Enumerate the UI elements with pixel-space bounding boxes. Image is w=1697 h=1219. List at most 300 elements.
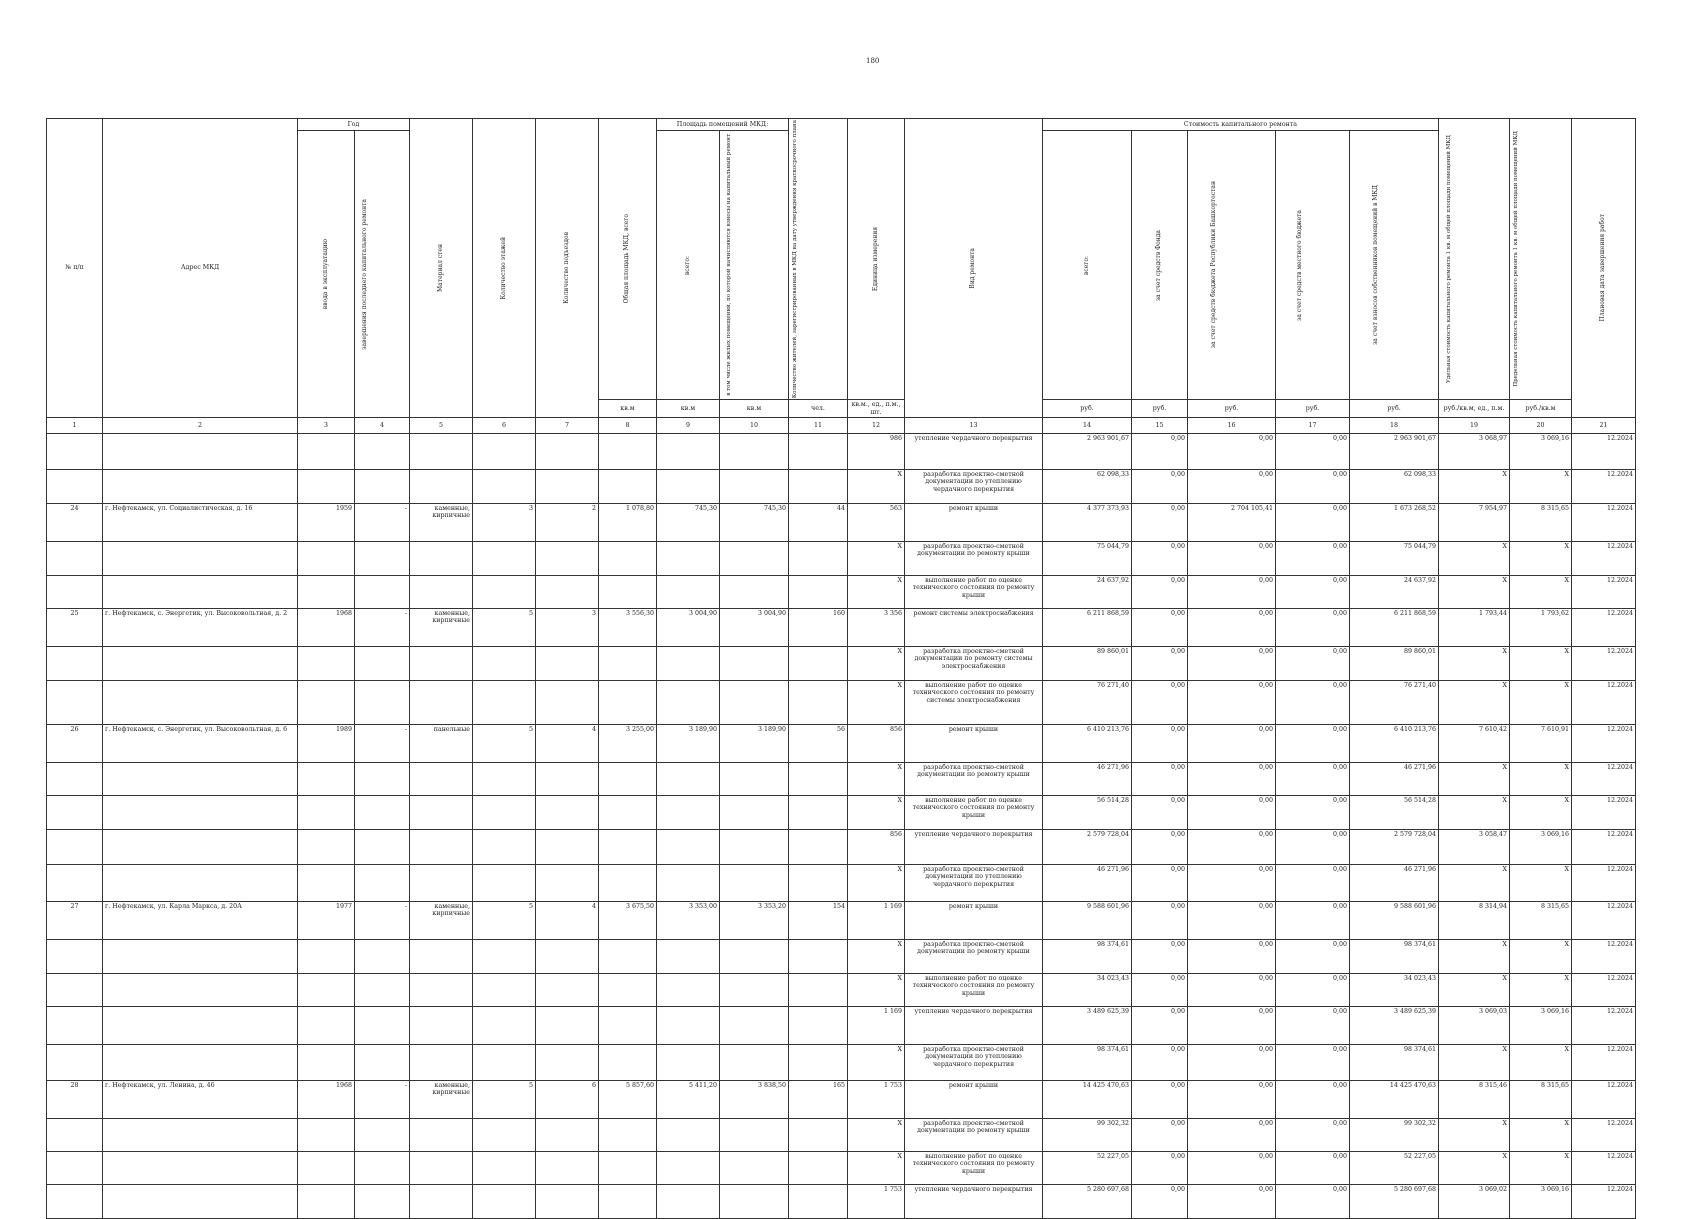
row-number: 24 [47, 504, 103, 542]
plan-date: 12.2024 [1572, 796, 1636, 830]
cost-republic: 0,00 [1188, 609, 1276, 647]
max-cost: 7 610,91 [1510, 725, 1572, 763]
address [103, 576, 298, 609]
header-unit-cost: Удельная стоимость капитального ремонта 1 кв. м общей площади помещений МКД [1446, 135, 1452, 384]
total-area [599, 940, 657, 974]
unit-cost: 3 058,47 [1439, 830, 1510, 865]
column-number: 1 [47, 418, 103, 434]
row-number [47, 1045, 103, 1081]
max-cost: X [1510, 1119, 1572, 1152]
max-cost: X [1510, 576, 1572, 609]
entrances: 4 [536, 725, 599, 763]
cost-republic: 0,00 [1188, 1045, 1276, 1081]
cost-owners: 9 588 601,96 [1350, 902, 1439, 940]
cost-republic: 0,00 [1188, 434, 1276, 470]
column-number: 3 [298, 418, 355, 434]
page-number: 180 [866, 57, 880, 65]
entrances [536, 681, 599, 725]
cost-owners: 62 098,33 [1350, 470, 1439, 504]
column-number: 18 [1350, 418, 1439, 434]
premises-paid: 3 353,20 [720, 902, 789, 940]
address [103, 470, 298, 504]
premises-paid: 3 838,50 [720, 1081, 789, 1119]
column-number: 8 [599, 418, 657, 434]
entrances [536, 542, 599, 576]
table-row [47, 609, 1636, 647]
total-area [599, 1045, 657, 1081]
floors [473, 1119, 536, 1152]
row-number [47, 1007, 103, 1045]
residents [789, 796, 848, 830]
column-number: 19 [1439, 418, 1510, 434]
floors: 5 [473, 1081, 536, 1119]
unit-cost: X [1439, 576, 1510, 609]
table-row [47, 1119, 1636, 1152]
floors [473, 1185, 536, 1219]
cost-fund: 0,00 [1132, 1081, 1188, 1119]
plan-date: 12.2024 [1572, 763, 1636, 796]
column-number: 2 [103, 418, 298, 434]
column-number: 7 [536, 418, 599, 434]
cost-local: 0,00 [1276, 1007, 1350, 1045]
table-row [47, 681, 1636, 725]
unit-cell: кв.м [657, 400, 720, 418]
cost-fund: 0,00 [1132, 1152, 1188, 1185]
cost-local: 0,00 [1276, 434, 1350, 470]
max-cost: 8 315,65 [1510, 1081, 1572, 1119]
year-commission [298, 796, 355, 830]
unit-value: X [848, 974, 905, 1007]
year-last-repair [355, 940, 410, 974]
premises-total [657, 1045, 720, 1081]
year-last-repair [355, 763, 410, 796]
cost-republic: 0,00 [1188, 576, 1276, 609]
premises-paid [720, 1119, 789, 1152]
premises-paid [720, 647, 789, 681]
column-number: 12 [848, 418, 905, 434]
cost-fund: 0,00 [1132, 725, 1188, 763]
floors [473, 763, 536, 796]
unit-cost: 3 068,97 [1439, 434, 1510, 470]
year-commission [298, 647, 355, 681]
plan-date: 12.2024 [1572, 681, 1636, 725]
year-last-repair [355, 1007, 410, 1045]
total-area: 1 078,80 [599, 504, 657, 542]
unit-cell: кв.м [599, 400, 657, 418]
cost-fund: 0,00 [1132, 434, 1188, 470]
work-type: разработка проектно-сметной документации по ремонту системы электроснабжения [905, 647, 1043, 681]
unit-cost: X [1439, 542, 1510, 576]
header-cost-total: всего: [1082, 255, 1090, 275]
address [103, 434, 298, 470]
row-number [47, 681, 103, 725]
premises-total: 745,30 [657, 504, 720, 542]
year-commission: 1989 [298, 725, 355, 763]
work-type: утепление чердачного перекрытия [905, 1185, 1043, 1219]
address [103, 940, 298, 974]
cost-owners: 99 302,32 [1350, 1119, 1439, 1152]
premises-total [657, 470, 720, 504]
year-commission [298, 1045, 355, 1081]
max-cost: X [1510, 865, 1572, 902]
entrances [536, 434, 599, 470]
unit-value: X [848, 1045, 905, 1081]
cost-republic: 0,00 [1188, 470, 1276, 504]
plan-date: 12.2024 [1572, 830, 1636, 865]
entrances [536, 647, 599, 681]
row-number: 26 [47, 725, 103, 763]
address: г. Нефтекамск, ул. Карла Маркса, д. 20А [103, 902, 298, 940]
wall-material [410, 1185, 473, 1219]
cost-total: 14 425 470,63 [1043, 1081, 1132, 1119]
row-number [47, 576, 103, 609]
entrances [536, 1007, 599, 1045]
max-cost: 1 793,62 [1510, 609, 1572, 647]
cost-local: 0,00 [1276, 542, 1350, 576]
premises-total [657, 1185, 720, 1219]
total-area [599, 542, 657, 576]
plan-date: 12.2024 [1572, 974, 1636, 1007]
table-row [47, 1007, 1636, 1045]
floors [473, 974, 536, 1007]
entrances: 4 [536, 902, 599, 940]
unit-value: 1 169 [848, 902, 905, 940]
unit-cost: X [1439, 470, 1510, 504]
unit-value: 1 169 [848, 1007, 905, 1045]
cost-local: 0,00 [1276, 1081, 1350, 1119]
unit-value: X [848, 763, 905, 796]
cost-local: 0,00 [1276, 681, 1350, 725]
cost-fund: 0,00 [1132, 1185, 1188, 1219]
premises-total [657, 1007, 720, 1045]
entrances [536, 763, 599, 796]
work-type: выполнение работ по оценке технического состояния по ремонту крыши [905, 796, 1043, 830]
premises-paid [720, 470, 789, 504]
cost-total: 24 637,92 [1043, 576, 1132, 609]
unit-cell: руб. [1043, 400, 1132, 418]
plan-date: 12.2024 [1572, 1185, 1636, 1219]
premises-total: 5 411,20 [657, 1081, 720, 1119]
plan-date: 12.2024 [1572, 609, 1636, 647]
unit-value: 986 [848, 434, 905, 470]
table-row [47, 647, 1636, 681]
cost-local: 0,00 [1276, 974, 1350, 1007]
cost-republic: 0,00 [1188, 796, 1276, 830]
unit-cost: X [1439, 763, 1510, 796]
cost-total: 62 098,33 [1043, 470, 1132, 504]
address [103, 830, 298, 865]
total-area [599, 974, 657, 1007]
total-area: 3 255,00 [599, 725, 657, 763]
plan-date: 12.2024 [1572, 1045, 1636, 1081]
entrances [536, 1152, 599, 1185]
header-cost-owners: за счет взносов собственников помещений в МКД [1372, 185, 1379, 346]
floors [473, 1007, 536, 1045]
table-body [47, 434, 1636, 1219]
address [103, 1152, 298, 1185]
work-type: разработка проектно-сметной документации по ремонту крыши [905, 542, 1043, 576]
work-type: выполнение работ по оценке технического состояния по ремонту крыши [905, 1152, 1043, 1185]
column-number: 21 [1572, 418, 1636, 434]
floors [473, 865, 536, 902]
unit-value: X [848, 647, 905, 681]
total-area: 3 556,30 [599, 609, 657, 647]
cost-owners: 76 271,40 [1350, 681, 1439, 725]
cost-republic: 0,00 [1188, 940, 1276, 974]
year-commission [298, 576, 355, 609]
year-commission [298, 974, 355, 1007]
floors: 5 [473, 609, 536, 647]
total-area [599, 830, 657, 865]
floors [473, 470, 536, 504]
cost-total: 6 211 868,59 [1043, 609, 1132, 647]
year-commission [298, 865, 355, 902]
residents [789, 1045, 848, 1081]
cost-total: 56 514,28 [1043, 796, 1132, 830]
unit-cost: 7 610,42 [1439, 725, 1510, 763]
cost-local: 0,00 [1276, 763, 1350, 796]
year-last-repair [355, 542, 410, 576]
year-last-repair [355, 434, 410, 470]
wall-material [410, 940, 473, 974]
cost-fund: 0,00 [1132, 647, 1188, 681]
year-last-repair: - [355, 1081, 410, 1119]
row-number [47, 830, 103, 865]
wall-material [410, 1152, 473, 1185]
cost-total: 46 271,96 [1043, 763, 1132, 796]
row-number [47, 1185, 103, 1219]
plan-date: 12.2024 [1572, 1007, 1636, 1045]
header-cost-republic: за счет средств бюджета Республики Башкортостан [1209, 181, 1217, 349]
premises-total [657, 830, 720, 865]
year-commission [298, 763, 355, 796]
premises-paid: 745,30 [720, 504, 789, 542]
cost-local: 0,00 [1276, 504, 1350, 542]
cost-owners: 56 514,28 [1350, 796, 1439, 830]
unit-cell: кв.м [720, 400, 789, 418]
cost-fund: 0,00 [1132, 865, 1188, 902]
wall-material [410, 974, 473, 1007]
premises-paid [720, 796, 789, 830]
row-number: 27 [47, 902, 103, 940]
floors [473, 576, 536, 609]
premises-paid [720, 974, 789, 1007]
row-number [47, 647, 103, 681]
plan-date: 12.2024 [1572, 434, 1636, 470]
unit-cost: X [1439, 796, 1510, 830]
cost-owners: 89 860,01 [1350, 647, 1439, 681]
entrances [536, 940, 599, 974]
column-number: 15 [1132, 418, 1188, 434]
entrances: 3 [536, 609, 599, 647]
unit-value: 856 [848, 725, 905, 763]
plan-date: 12.2024 [1572, 576, 1636, 609]
cost-fund: 0,00 [1132, 681, 1188, 725]
cost-owners: 2 579 728,04 [1350, 830, 1439, 865]
row-number [47, 940, 103, 974]
entrances [536, 830, 599, 865]
column-number: 5 [410, 418, 473, 434]
unit-value: X [848, 940, 905, 974]
residents [789, 434, 848, 470]
table-row [47, 1081, 1636, 1119]
cost-owners: 98 374,61 [1350, 940, 1439, 974]
floors [473, 434, 536, 470]
header-year-last-repair: завершения последнего капитального ремонта [361, 198, 368, 350]
table-row [47, 830, 1636, 865]
work-type: ремонт крыши [905, 725, 1043, 763]
column-number: 17 [1276, 418, 1350, 434]
wall-material [410, 1007, 473, 1045]
wall-material [410, 763, 473, 796]
total-area [599, 1007, 657, 1045]
premises-total [657, 647, 720, 681]
premises-paid [720, 940, 789, 974]
plan-date: 12.2024 [1572, 1152, 1636, 1185]
unit-cost: 3 069,03 [1439, 1007, 1510, 1045]
cost-owners: 14 425 470,63 [1350, 1081, 1439, 1119]
unit-value: 3 356 [848, 609, 905, 647]
floors [473, 940, 536, 974]
plan-date: 12.2024 [1572, 902, 1636, 940]
premises-total: 3 004,90 [657, 609, 720, 647]
table-row [47, 504, 1636, 542]
plan-date: 12.2024 [1572, 1081, 1636, 1119]
year-commission [298, 940, 355, 974]
column-number: 10 [720, 418, 789, 434]
unit-cost: 1 793,44 [1439, 609, 1510, 647]
max-cost: 3 069,16 [1510, 830, 1572, 865]
entrances [536, 974, 599, 1007]
cost-republic: 2 704 105,41 [1188, 504, 1276, 542]
unit-cost: X [1439, 647, 1510, 681]
cost-total: 3 489 625,39 [1043, 1007, 1132, 1045]
wall-material [410, 830, 473, 865]
max-cost: X [1510, 647, 1572, 681]
premises-total [657, 796, 720, 830]
cost-local: 0,00 [1276, 609, 1350, 647]
year-last-repair [355, 1152, 410, 1185]
max-cost: X [1510, 542, 1572, 576]
premises-total [657, 763, 720, 796]
cost-total: 76 271,40 [1043, 681, 1132, 725]
cost-total: 6 410 213,76 [1043, 725, 1132, 763]
header-residents: Количество жителей, зарегистрированных в МКД на дату утверждения краткосрочного плана [792, 120, 798, 399]
plan-date: 12.2024 [1572, 1119, 1636, 1152]
column-number: 9 [657, 418, 720, 434]
table-row [47, 763, 1636, 796]
year-commission [298, 434, 355, 470]
residents [789, 865, 848, 902]
cost-total: 9 588 601,96 [1043, 902, 1132, 940]
residents [789, 974, 848, 1007]
plan-date: 12.2024 [1572, 504, 1636, 542]
max-cost: X [1510, 796, 1572, 830]
table-row [47, 940, 1636, 974]
unit-cell: чел. [789, 400, 848, 418]
row-number: 25 [47, 609, 103, 647]
residents [789, 1007, 848, 1045]
unit-cell: руб./кв.м, ед., п.м. [1439, 400, 1510, 418]
entrances [536, 1045, 599, 1081]
cost-fund: 0,00 [1132, 1119, 1188, 1152]
plan-date: 12.2024 [1572, 470, 1636, 504]
premises-paid [720, 830, 789, 865]
entrances [536, 470, 599, 504]
unit-cost: X [1439, 681, 1510, 725]
table-row [47, 1152, 1636, 1185]
cost-total: 2 963 901,67 [1043, 434, 1132, 470]
address [103, 1119, 298, 1152]
cost-total: 46 271,96 [1043, 865, 1132, 902]
cost-republic: 0,00 [1188, 865, 1276, 902]
unit-cell: руб. [1350, 400, 1439, 418]
year-last-repair: - [355, 609, 410, 647]
table-row [47, 1045, 1636, 1081]
cost-owners: 6 410 213,76 [1350, 725, 1439, 763]
premises-paid [720, 542, 789, 576]
unit-value: X [848, 865, 905, 902]
address [103, 865, 298, 902]
premises-total [657, 1119, 720, 1152]
max-cost: X [1510, 940, 1572, 974]
year-commission: 1977 [298, 902, 355, 940]
floors: 5 [473, 725, 536, 763]
year-last-repair [355, 1045, 410, 1081]
residents [789, 830, 848, 865]
max-cost: X [1510, 470, 1572, 504]
header-cost-fund: за счет средств Фонда [1155, 229, 1163, 301]
table-row [47, 470, 1636, 504]
cost-total: 34 023,43 [1043, 974, 1132, 1007]
column-number: 16 [1188, 418, 1276, 434]
entrances: 6 [536, 1081, 599, 1119]
premises-paid [720, 865, 789, 902]
cost-local: 0,00 [1276, 576, 1350, 609]
column-number: 11 [789, 418, 848, 434]
header-wall-material: Материал стен [436, 244, 444, 293]
wall-material [410, 865, 473, 902]
max-cost: 8 315,65 [1510, 902, 1572, 940]
max-cost: 3 069,16 [1510, 434, 1572, 470]
premises-total: 3 353,00 [657, 902, 720, 940]
capital-repair-table [46, 118, 1636, 1219]
max-cost: X [1510, 1152, 1572, 1185]
cost-local: 0,00 [1276, 1045, 1350, 1081]
total-area [599, 1152, 657, 1185]
year-last-repair [355, 974, 410, 1007]
cost-owners: 98 374,61 [1350, 1045, 1439, 1081]
cost-total: 52 227,05 [1043, 1152, 1132, 1185]
header-address: Адрес МКД [103, 119, 298, 418]
year-commission: 1968 [298, 609, 355, 647]
total-area [599, 796, 657, 830]
unit-cost: 3 069,02 [1439, 1185, 1510, 1219]
unit-cost: 8 315,46 [1439, 1081, 1510, 1119]
max-cost: 8 315,65 [1510, 504, 1572, 542]
address [103, 1007, 298, 1045]
address [103, 1185, 298, 1219]
work-type: разработка проектно-сметной документации по ремонту крыши [905, 940, 1043, 974]
cost-republic: 0,00 [1188, 725, 1276, 763]
floors [473, 796, 536, 830]
max-cost: 3 069,16 [1510, 1007, 1572, 1045]
header-plan-date: Плановая дата завершения работ [1599, 214, 1607, 322]
row-number [47, 1152, 103, 1185]
residents [789, 1119, 848, 1152]
year-last-repair [355, 647, 410, 681]
premises-total [657, 974, 720, 1007]
